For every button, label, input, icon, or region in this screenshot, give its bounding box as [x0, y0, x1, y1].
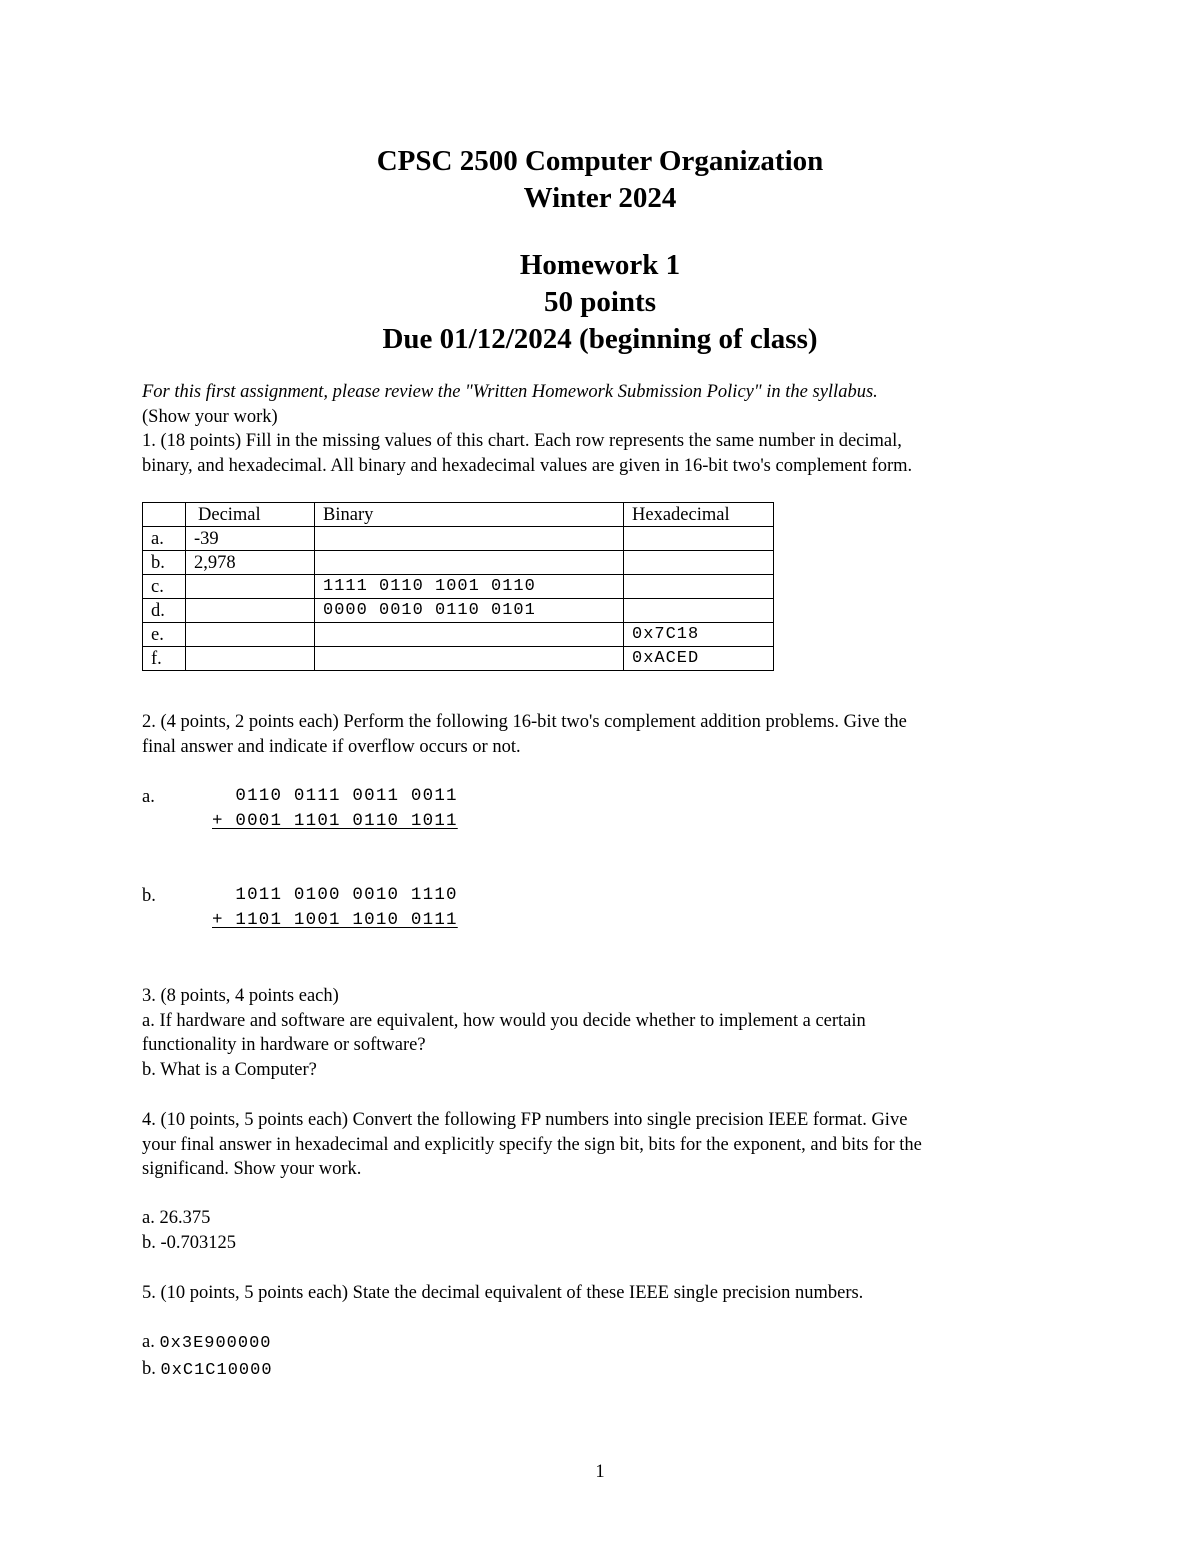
row-label: f. [143, 647, 186, 671]
q3a-line1: a. If hardware and software are equivalent, how would you decide whether to implement a certain [142, 1010, 866, 1031]
row-label: a. [143, 527, 186, 551]
decimal-cell [186, 647, 315, 671]
q3a-line2: functionality in hardware or software? [142, 1035, 426, 1055]
binary-cell [315, 647, 624, 671]
q2a-operand1: 0110 0111 0011 0011 [212, 786, 458, 806]
homework-title: Homework 1 [519, 249, 681, 281]
term: Winter 2024 [523, 182, 677, 214]
q4 [142, 1108, 1082, 1255]
policy-note: For this first assignment, please review the "Written Homework Submission Policy" in the syllabus. [142, 382, 878, 402]
q5b-label: b. [142, 1358, 161, 1379]
table-header-cell: Decimal [186, 503, 315, 527]
q2-text-line2: final answer and indicate if overflow occurs or not. [142, 736, 521, 757]
q4a: a. 26.375 [142, 1208, 211, 1228]
decimal-cell [186, 623, 315, 647]
table-header-cell: Hexadecimal [624, 503, 774, 527]
course-title: CPSC 2500 Computer Organization [376, 145, 824, 177]
show-work-note: (Show your work) [142, 406, 278, 427]
q4b: b. -0.703125 [142, 1232, 237, 1253]
q3-title: 3. (8 points, 4 points each) [142, 986, 339, 1006]
q4-line1: 4. (10 points, 5 points each) Convert the following FP numbers into single precision IEEE format. Give [142, 1110, 908, 1130]
q3 [142, 984, 1082, 1082]
conversion-table [142, 502, 774, 671]
table-row [143, 647, 774, 671]
q1-text-line2: binary, and hexadecimal. All binary and hexadecimal values are given in 16-bit two's complement form. [142, 455, 913, 476]
decimal-cell: 2,978 [186, 551, 315, 575]
q2b-operand2: + 1101 1001 1010 0111 [212, 910, 458, 930]
q3b: b. What is a Computer? [142, 1059, 317, 1080]
table-header-cell [143, 503, 186, 527]
q4-line2: your final answer in hexadecimal and explicitly specify the sign bit, bits for the exponent, and bits for the [142, 1134, 922, 1155]
q2a-label: a. [142, 787, 155, 807]
binary-cell: 0000 0010 0110 0101 [315, 599, 624, 623]
q5a-label: a. [142, 1332, 160, 1352]
intro [142, 380, 1082, 478]
q2a-operand2: + 0001 1101 0110 1011 [212, 811, 458, 831]
decimal-cell [186, 575, 315, 599]
q2b-label: b. [142, 886, 156, 906]
table-header-row [143, 503, 774, 527]
hex-cell: 0xACED [624, 647, 774, 671]
total-points: 50 points [543, 286, 656, 318]
row-label: b. [143, 551, 186, 575]
q5a-value: 0x3E900000 [159, 1334, 272, 1353]
table-header-cell: Binary [315, 503, 624, 527]
table-row [143, 599, 774, 623]
binary-cell: 1111 0110 1001 0110 [315, 575, 624, 599]
decimal-cell: -39 [186, 527, 315, 551]
due-date: Due 01/12/2024 (beginning of class) [382, 323, 818, 355]
q5a [142, 1330, 1082, 1357]
title-block [0, 143, 1200, 358]
q1-text-line1: 1. (18 points) Fill in the missing values of this chart. Each row represents the same number in decimal, [142, 431, 902, 451]
q2-text-line1: 2. (4 points, 2 points each) Perform the following 16-bit two's complement addition problems. Give the [142, 712, 907, 732]
hex-cell: 0x7C18 [624, 623, 774, 647]
q4-line3: significand. Show your work. [142, 1159, 362, 1179]
q5b [142, 1357, 1082, 1384]
hex-cell [624, 599, 774, 623]
row-label: c. [143, 575, 186, 599]
table-row [143, 575, 774, 599]
q2-prompt [142, 710, 1082, 759]
binary-cell [315, 551, 624, 575]
row-label: d. [143, 599, 186, 623]
row-label: e. [143, 623, 186, 647]
q5b-value: 0xC1C10000 [160, 1360, 273, 1380]
table-row [143, 623, 774, 647]
binary-cell [315, 527, 624, 551]
q5 [142, 1281, 1082, 1383]
table-row [143, 551, 774, 575]
hex-cell [624, 575, 774, 599]
q2b-operand1: 1011 0100 0010 1110 [212, 885, 458, 905]
table-row [143, 527, 774, 551]
decimal-cell [186, 599, 315, 623]
hex-cell [624, 551, 774, 575]
page-number: 1 [595, 1462, 605, 1482]
hex-cell [624, 527, 774, 551]
q5-line1: 5. (10 points, 5 points each) State the decimal equivalent of these IEEE single precision numbers. [142, 1283, 864, 1303]
binary-cell [315, 623, 624, 647]
